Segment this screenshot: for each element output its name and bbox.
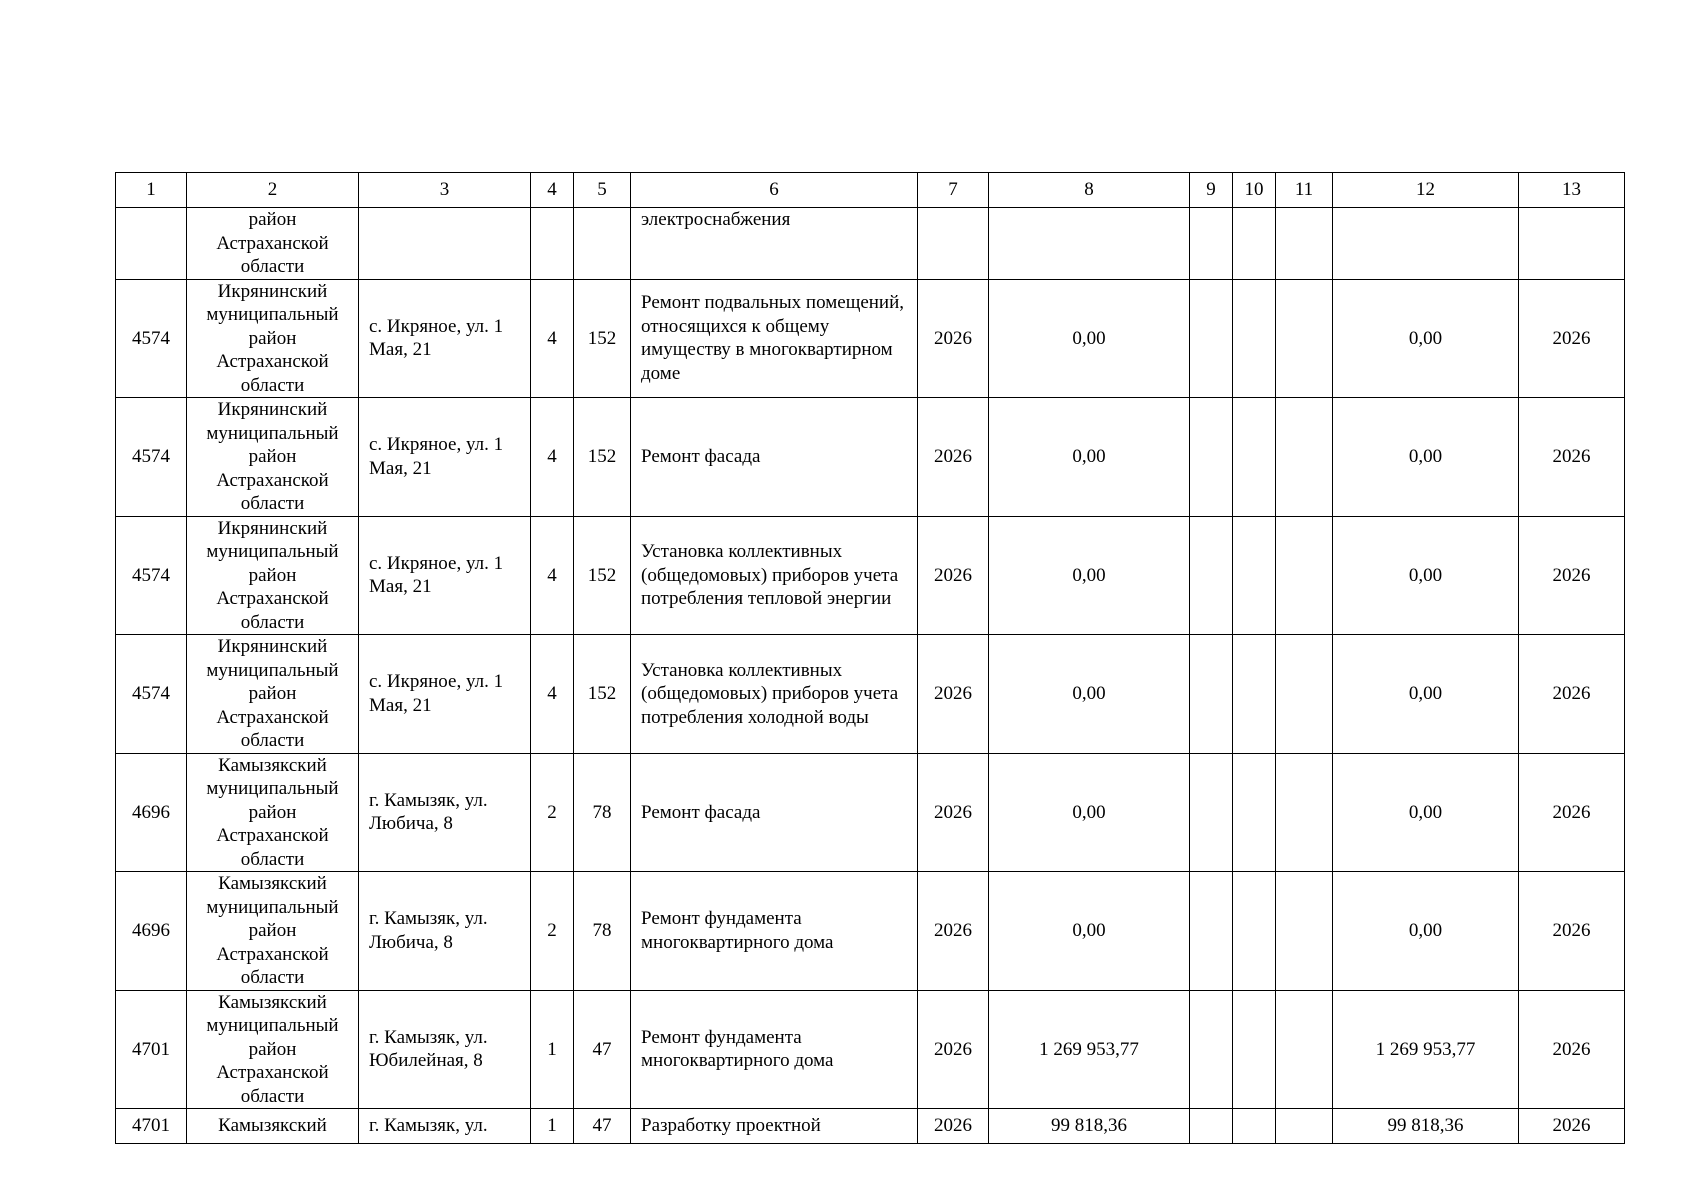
table-cell [1190, 398, 1233, 517]
table-cell [574, 208, 631, 280]
municipality-cell: Икрянинский муниципальный район Астраханской области [187, 635, 359, 754]
address-cell: г. Камызяк, ул. Любича, 8 [359, 872, 531, 991]
continued-row [116, 208, 1625, 280]
table-cell [1276, 872, 1333, 991]
work-type-cell: Ремонт подвальных помещений, относящихся к общему имуществу в многоквартирном доме [631, 279, 918, 398]
table-row [116, 753, 1625, 872]
municipality-cell: район Астраханской области [187, 208, 359, 280]
address-cell: с. Икряное, ул. 1 Мая, 21 [359, 279, 531, 398]
work-type-cell: Ремонт фасада [631, 753, 918, 872]
apartments-cell: 47 [574, 1109, 631, 1144]
table-row [116, 872, 1625, 991]
address-cell: с. Икряное, ул. 1 Мая, 21 [359, 398, 531, 517]
header-cell: 11 [1276, 173, 1333, 208]
header-cell: 1 [116, 173, 187, 208]
table-cell [1276, 398, 1333, 517]
table-cell [1190, 279, 1233, 398]
table-cell [1190, 635, 1233, 754]
apartments-cell: 152 [574, 516, 631, 635]
work-type-cell: Установка коллективных (общедомовых) приборов учета потребления тепловой энергии [631, 516, 918, 635]
table-cell [1233, 753, 1276, 872]
work-type-cell: Ремонт фундамента многоквартирного дома [631, 872, 918, 991]
cost-cell: 0,00 [989, 872, 1190, 991]
total-cost-cell: 0,00 [1333, 753, 1519, 872]
table-cell [1190, 990, 1233, 1109]
floors-cell: 2 [531, 753, 574, 872]
total-cost-cell: 1 269 953,77 [1333, 990, 1519, 1109]
table-cell [1519, 208, 1625, 280]
header-cell: 10 [1233, 173, 1276, 208]
table-cell [1233, 990, 1276, 1109]
address-cell: г. Камызяк, ул. Любича, 8 [359, 753, 531, 872]
floors-cell: 4 [531, 516, 574, 635]
municipality-cell: Икрянинский муниципальный район Астраханской области [187, 516, 359, 635]
completion-year-cell: 2026 [1519, 753, 1625, 872]
house-id-cell: 4574 [116, 635, 187, 754]
floors-cell: 4 [531, 398, 574, 517]
table-cell [1233, 279, 1276, 398]
table-row [116, 398, 1625, 517]
municipality-cell: Икрянинский муниципальный район Астраханской области [187, 279, 359, 398]
document-page [115, 172, 1624, 1144]
header-cell: 7 [918, 173, 989, 208]
work-type-cell: Разработку проектной [631, 1109, 918, 1144]
table-row [116, 635, 1625, 754]
table-cell [1276, 635, 1333, 754]
floors-cell: 2 [531, 872, 574, 991]
cost-cell: 0,00 [989, 635, 1190, 754]
table-cell [1233, 635, 1276, 754]
table-row [116, 990, 1625, 1109]
header-cell: 5 [574, 173, 631, 208]
table-cell [1233, 208, 1276, 280]
municipality-cell: Икрянинский муниципальный район Астраханской области [187, 398, 359, 517]
table-cell [1276, 516, 1333, 635]
cost-cell: 1 269 953,77 [989, 990, 1190, 1109]
completion-year-cell: 2026 [1519, 1109, 1625, 1144]
table-cell [116, 208, 187, 280]
address-cell: г. Камызяк, ул. [359, 1109, 531, 1144]
table-cell [1190, 872, 1233, 991]
work-type-cell: Ремонт фасада [631, 398, 918, 517]
table-cell [1190, 208, 1233, 280]
cost-cell: 0,00 [989, 279, 1190, 398]
year-cell: 2026 [918, 1109, 989, 1144]
floors-cell: 4 [531, 279, 574, 398]
table-cell [1333, 208, 1519, 280]
completion-year-cell: 2026 [1519, 872, 1625, 991]
house-id-cell: 4701 [116, 1109, 187, 1144]
table-cell [1233, 516, 1276, 635]
work-type-cell: электроснабжения [631, 208, 918, 280]
table-cell [1233, 1109, 1276, 1144]
municipality-cell: Камызякский муниципальный район Астраханской области [187, 753, 359, 872]
column-number-header [116, 173, 1625, 208]
cost-cell: 0,00 [989, 753, 1190, 872]
table-cell [918, 208, 989, 280]
completion-year-cell: 2026 [1519, 279, 1625, 398]
house-id-cell: 4696 [116, 753, 187, 872]
house-id-cell: 4574 [116, 398, 187, 517]
floors-cell: 1 [531, 1109, 574, 1144]
house-id-cell: 4574 [116, 279, 187, 398]
table-cell [1190, 516, 1233, 635]
cost-cell: 0,00 [989, 398, 1190, 517]
year-cell: 2026 [918, 872, 989, 991]
completion-year-cell: 2026 [1519, 635, 1625, 754]
table-row [116, 516, 1625, 635]
address-cell: г. Камызяк, ул. Юбилейная, 8 [359, 990, 531, 1109]
table-row [116, 279, 1625, 398]
header-cell: 2 [187, 173, 359, 208]
completion-year-cell: 2026 [1519, 990, 1625, 1109]
cost-cell: 0,00 [989, 516, 1190, 635]
work-type-cell: Ремонт фундамента многоквартирного дома [631, 990, 918, 1109]
total-cost-cell: 0,00 [1333, 635, 1519, 754]
total-cost-cell: 0,00 [1333, 872, 1519, 991]
address-cell: с. Икряное, ул. 1 Мая, 21 [359, 516, 531, 635]
apartments-cell: 78 [574, 872, 631, 991]
table-cell [1190, 753, 1233, 872]
work-type-cell: Установка коллективных (общедомовых) приборов учета потребления холодной воды [631, 635, 918, 754]
house-id-cell: 4696 [116, 872, 187, 991]
table-cell [1276, 1109, 1333, 1144]
header-cell: 13 [1519, 173, 1625, 208]
completion-year-cell: 2026 [1519, 398, 1625, 517]
total-cost-cell: 0,00 [1333, 516, 1519, 635]
year-cell: 2026 [918, 635, 989, 754]
table-cell [531, 208, 574, 280]
total-cost-cell: 0,00 [1333, 398, 1519, 517]
table-cell [1190, 1109, 1233, 1144]
header-cell: 4 [531, 173, 574, 208]
header-cell: 12 [1333, 173, 1519, 208]
year-cell: 2026 [918, 398, 989, 517]
year-cell: 2026 [918, 279, 989, 398]
table-cell [359, 208, 531, 280]
cost-cell: 99 818,36 [989, 1109, 1190, 1144]
table-row [116, 1109, 1625, 1144]
repair-program-table [115, 172, 1625, 1144]
apartments-cell: 152 [574, 279, 631, 398]
year-cell: 2026 [918, 753, 989, 872]
year-cell: 2026 [918, 516, 989, 635]
table-cell [1276, 279, 1333, 398]
municipality-cell: Камызякский [187, 1109, 359, 1144]
apartments-cell: 152 [574, 635, 631, 754]
floors-cell: 4 [531, 635, 574, 754]
completion-year-cell: 2026 [1519, 516, 1625, 635]
address-cell: с. Икряное, ул. 1 Мая, 21 [359, 635, 531, 754]
table-cell [1233, 398, 1276, 517]
house-id-cell: 4701 [116, 990, 187, 1109]
total-cost-cell: 0,00 [1333, 279, 1519, 398]
table-cell [1276, 753, 1333, 872]
floors-cell: 1 [531, 990, 574, 1109]
apartments-cell: 78 [574, 753, 631, 872]
municipality-cell: Камызякский муниципальный район Астраханской области [187, 990, 359, 1109]
year-cell: 2026 [918, 990, 989, 1109]
house-id-cell: 4574 [116, 516, 187, 635]
apartments-cell: 47 [574, 990, 631, 1109]
table-cell [989, 208, 1190, 280]
table-cell [1233, 872, 1276, 991]
table-cell [1276, 990, 1333, 1109]
header-cell: 6 [631, 173, 918, 208]
table-cell [1276, 208, 1333, 280]
municipality-cell: Камызякский муниципальный район Астраханской области [187, 872, 359, 991]
header-cell: 3 [359, 173, 531, 208]
header-cell: 8 [989, 173, 1190, 208]
total-cost-cell: 99 818,36 [1333, 1109, 1519, 1144]
header-cell: 9 [1190, 173, 1233, 208]
apartments-cell: 152 [574, 398, 631, 517]
